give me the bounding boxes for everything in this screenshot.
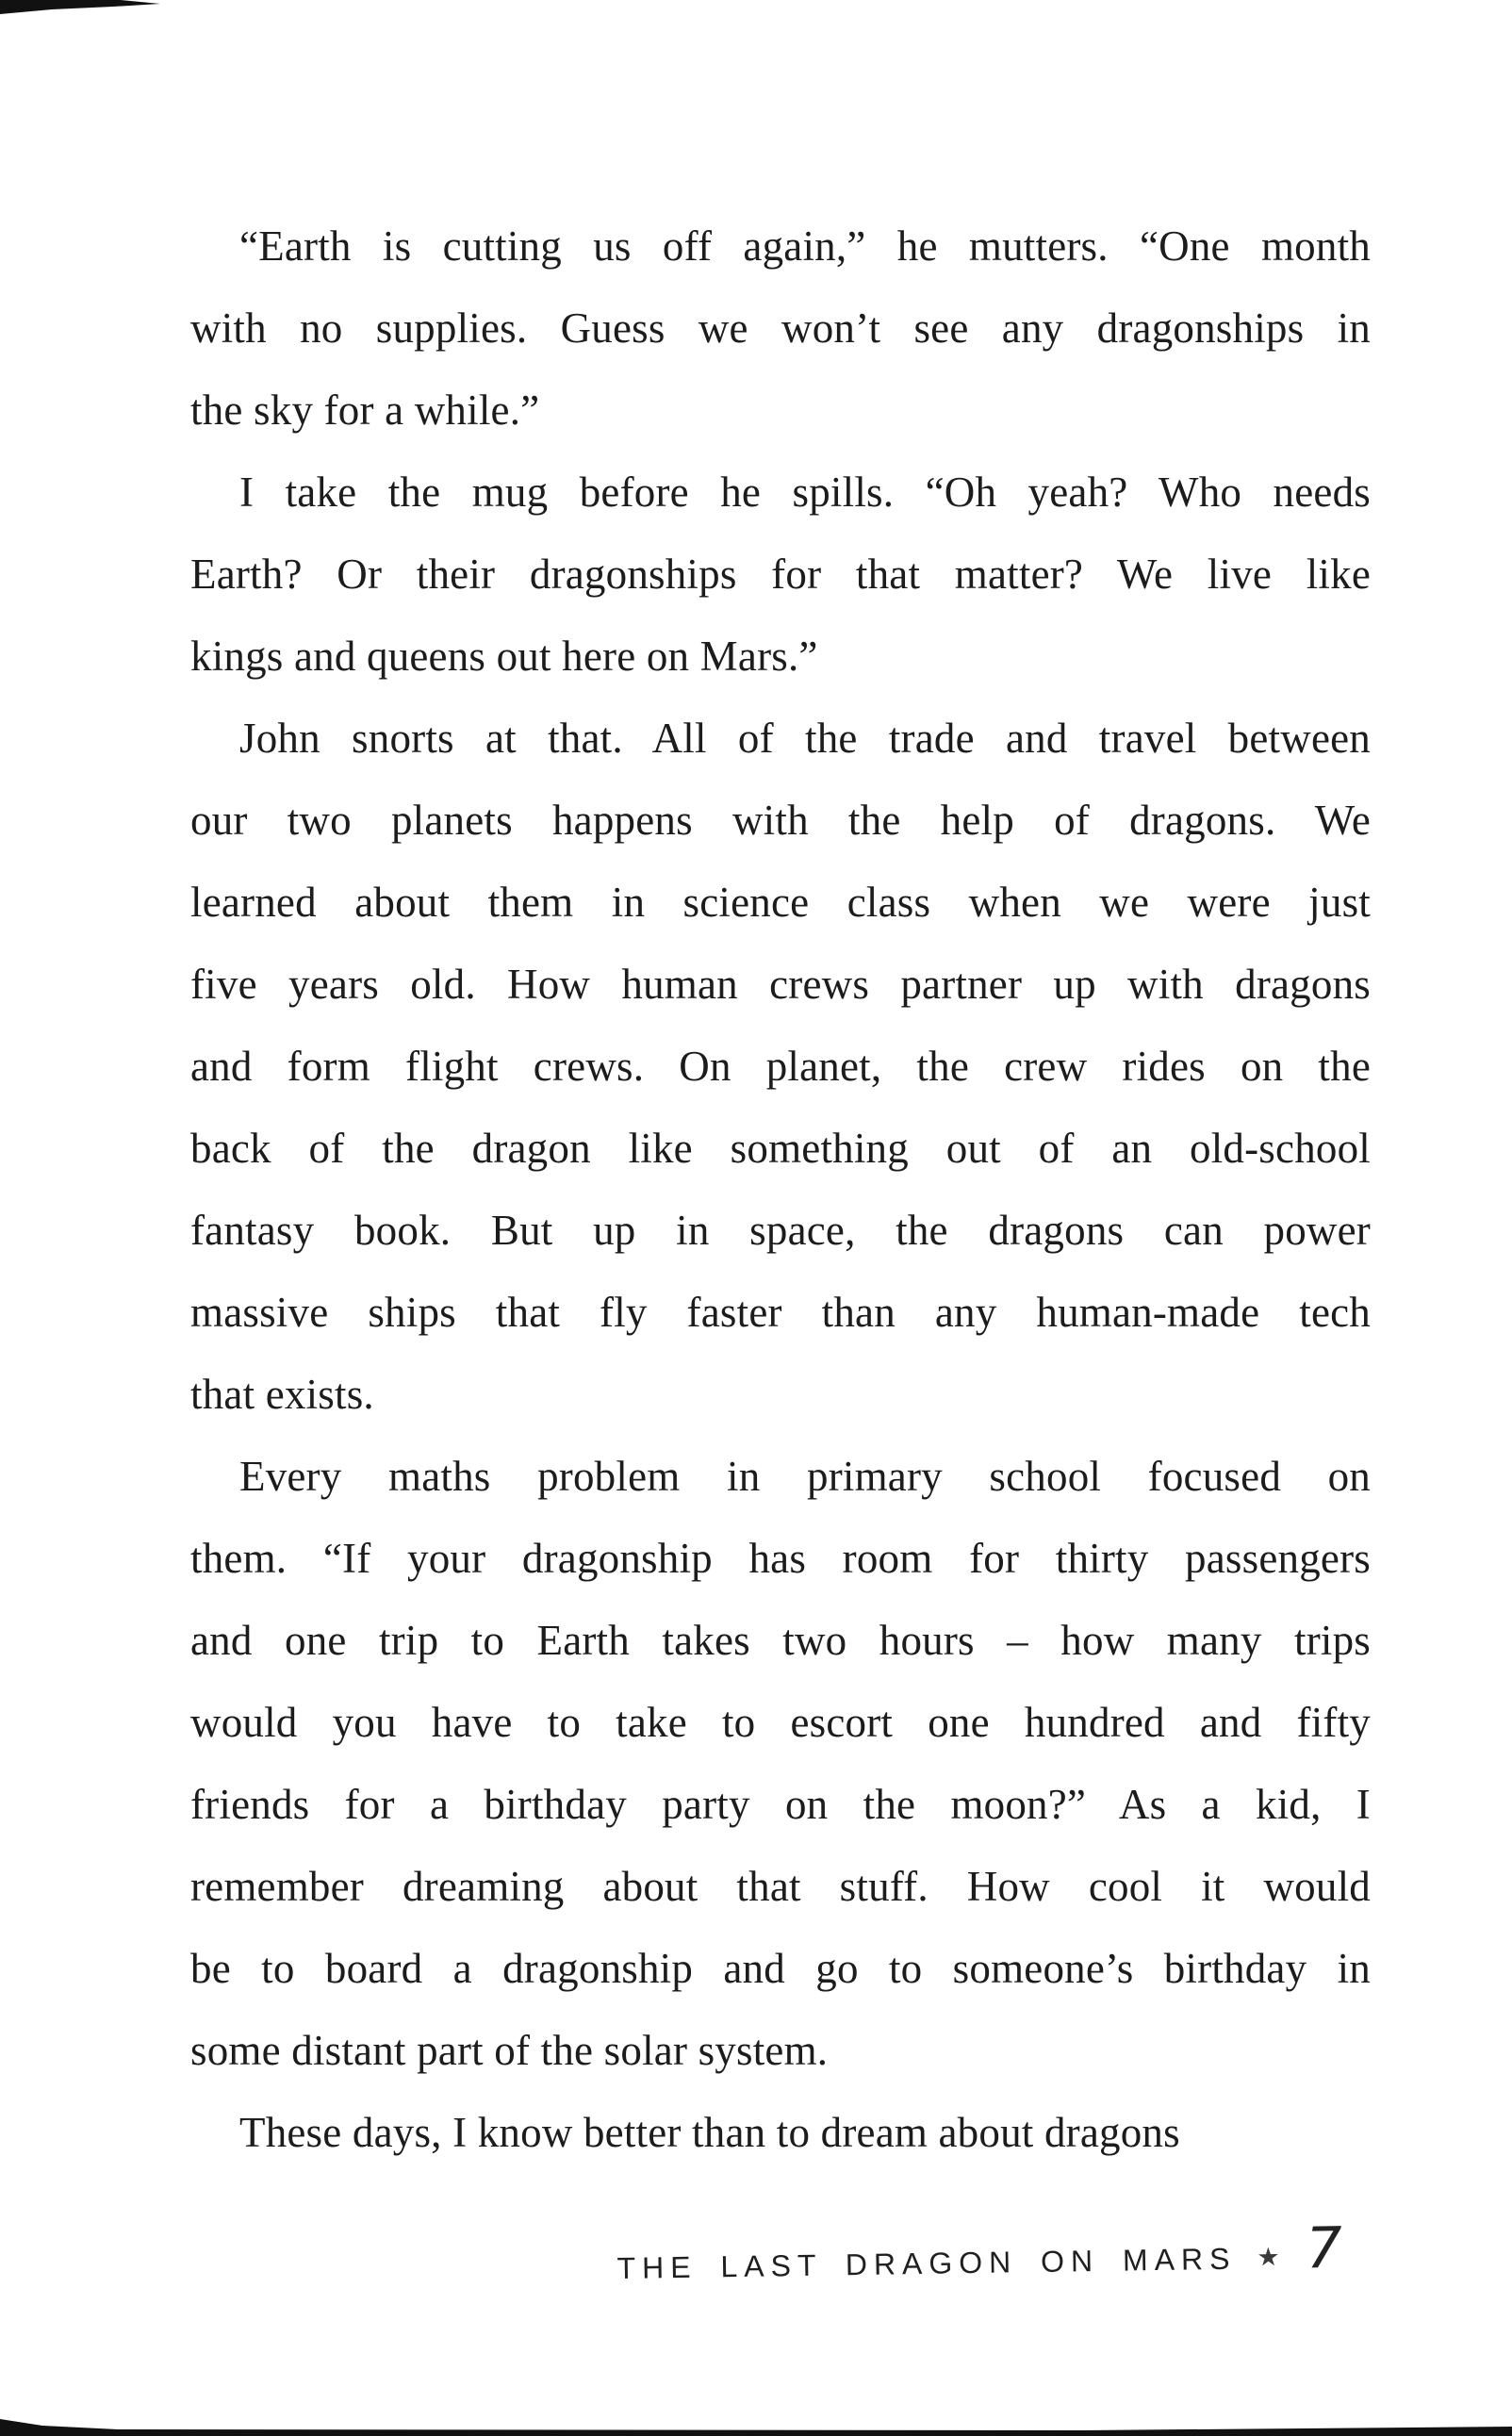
text-line: with no supplies. Guess we won’t see any dragonships in [190, 304, 1371, 352]
text-line: them. “If your dragonship has room for thirty passengers [190, 1535, 1371, 1582]
text-line: John snorts at that. All of the trade and travel between [239, 715, 1371, 762]
text-line: that exists. [190, 1371, 374, 1418]
text-line: I take the mug before he spills. “Oh yeah? Who needs [239, 469, 1371, 516]
text-line: the sky for a while.” [190, 387, 540, 434]
text-line: kings and queens out here on Mars.” [190, 633, 818, 680]
star-icon: ★ [1257, 2242, 1280, 2273]
text-line: massive ships that fly faster than any human-made tech [190, 1289, 1371, 1336]
text-line: and one trip to Earth takes two hours – how many trips [190, 1617, 1371, 1664]
text-line: Every maths problem in primary school focused on [239, 1453, 1371, 1500]
text-line: five years old. How human crews partner up with dragons [190, 961, 1371, 1008]
text-line: our two planets happens with the help of dragons. We [190, 797, 1371, 844]
text-line: and form flight crews. On planet, the crew rides on the [190, 1043, 1371, 1090]
page-number: 7 [1305, 2214, 1343, 2282]
text-line: fantasy book. But up in space, the dragons can power [190, 1207, 1371, 1254]
text-line: learned about them in science class when we were just [190, 879, 1371, 926]
text-line: be to board a dragonship and go to someone’s birthday in [190, 1945, 1371, 1992]
text-line: back of the dragon like something out of an old-school [190, 1125, 1371, 1172]
text-line: “Earth is cutting us off again,” he mutters. “One month [239, 222, 1371, 270]
scan-artifact-top-left [0, 0, 170, 19]
text-line: Earth? Or their dragonships for that matter? We live like [190, 551, 1371, 598]
page-footer [616, 2215, 1342, 2293]
running-title: THE LAST DRAGON ON MARS [616, 2241, 1237, 2286]
text-line: These days, I know better than to dream about dragons [239, 2109, 1180, 2156]
text-line: would you have to take to escort one hundred and fifty [190, 1699, 1371, 1746]
body-text [190, 206, 1371, 2174]
scan-artifact-bottom [0, 2413, 1512, 2436]
text-line: remember dreaming about that stuff. How cool it would [190, 1863, 1371, 1910]
text-line: friends for a birthday party on the moon?” As a kid, I [190, 1781, 1371, 1828]
text-line: some distant part of the solar system. [190, 2027, 829, 2074]
